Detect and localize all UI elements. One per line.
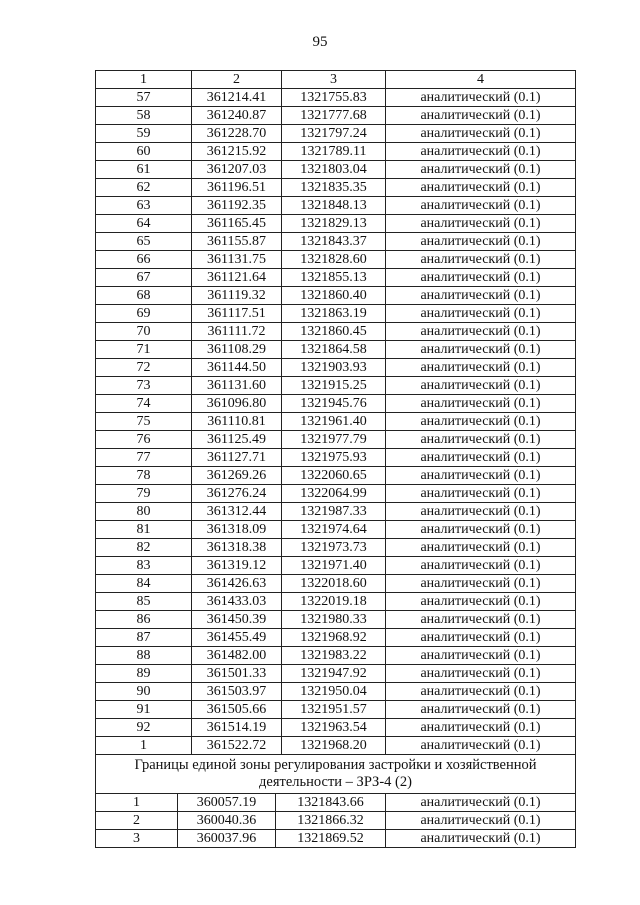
method-cell: аналитический (0.1) bbox=[386, 557, 576, 575]
method-cell: аналитический (0.1) bbox=[386, 377, 576, 395]
method-cell: аналитический (0.1) bbox=[386, 629, 576, 647]
x-coordinate-cell: 361455.49 bbox=[192, 629, 282, 647]
x-coordinate-cell: 361207.03 bbox=[192, 161, 282, 179]
point-number-cell: 61 bbox=[96, 161, 192, 179]
x-coordinate-cell: 361501.33 bbox=[192, 665, 282, 683]
method-cell: аналитический (0.1) bbox=[386, 812, 576, 830]
x-coordinate-cell: 361131.75 bbox=[192, 251, 282, 269]
method-cell: аналитический (0.1) bbox=[386, 503, 576, 521]
table-row bbox=[96, 539, 576, 557]
y-coordinate-cell: 1321829.13 bbox=[282, 215, 386, 233]
y-coordinate-cell: 1321915.25 bbox=[282, 377, 386, 395]
table-row bbox=[96, 287, 576, 305]
point-number-cell: 85 bbox=[96, 593, 192, 611]
y-coordinate-cell: 1321968.20 bbox=[282, 737, 386, 755]
x-coordinate-cell: 361214.41 bbox=[192, 89, 282, 107]
x-coordinate-cell: 361319.12 bbox=[192, 557, 282, 575]
table-row bbox=[96, 359, 576, 377]
point-number-cell: 92 bbox=[96, 719, 192, 737]
y-coordinate-cell: 1321803.04 bbox=[282, 161, 386, 179]
method-cell: аналитический (0.1) bbox=[386, 215, 576, 233]
x-coordinate-cell: 361503.97 bbox=[192, 683, 282, 701]
x-coordinate-cell: 361318.09 bbox=[192, 521, 282, 539]
table-row bbox=[96, 413, 576, 431]
table-row bbox=[96, 665, 576, 683]
point-number-cell: 74 bbox=[96, 395, 192, 413]
method-cell: аналитический (0.1) bbox=[386, 359, 576, 377]
point-number-cell: 86 bbox=[96, 611, 192, 629]
y-coordinate-cell: 1321983.22 bbox=[282, 647, 386, 665]
y-coordinate-cell: 1321797.24 bbox=[282, 125, 386, 143]
x-coordinate-cell: 361196.51 bbox=[192, 179, 282, 197]
point-number-cell: 90 bbox=[96, 683, 192, 701]
y-coordinate-cell: 1321848.13 bbox=[282, 197, 386, 215]
x-coordinate-cell: 361117.51 bbox=[192, 305, 282, 323]
method-cell: аналитический (0.1) bbox=[386, 593, 576, 611]
method-cell: аналитический (0.1) bbox=[386, 737, 576, 755]
y-coordinate-cell: 1321963.54 bbox=[282, 719, 386, 737]
y-coordinate-cell: 1321835.35 bbox=[282, 179, 386, 197]
x-coordinate-cell: 360040.36 bbox=[178, 812, 276, 830]
y-coordinate-cell: 1321869.52 bbox=[276, 830, 386, 848]
table-row bbox=[96, 719, 576, 737]
x-coordinate-cell: 361192.35 bbox=[192, 197, 282, 215]
y-coordinate-cell: 1321855.13 bbox=[282, 269, 386, 287]
method-cell: аналитический (0.1) bbox=[386, 323, 576, 341]
table-row bbox=[96, 629, 576, 647]
x-coordinate-cell: 361155.87 bbox=[192, 233, 282, 251]
method-cell: аналитический (0.1) bbox=[386, 449, 576, 467]
method-cell: аналитический (0.1) bbox=[386, 794, 576, 812]
table-row bbox=[96, 521, 576, 539]
point-number-cell: 58 bbox=[96, 107, 192, 125]
method-cell: аналитический (0.1) bbox=[386, 251, 576, 269]
table-row bbox=[96, 179, 576, 197]
point-number-cell: 69 bbox=[96, 305, 192, 323]
y-coordinate-cell: 1321968.92 bbox=[282, 629, 386, 647]
x-coordinate-cell: 361482.00 bbox=[192, 647, 282, 665]
point-number-cell: 3 bbox=[96, 830, 178, 848]
y-coordinate-cell: 1321975.93 bbox=[282, 449, 386, 467]
table-row bbox=[96, 467, 576, 485]
method-cell: аналитический (0.1) bbox=[386, 521, 576, 539]
point-number-cell: 62 bbox=[96, 179, 192, 197]
method-cell: аналитический (0.1) bbox=[386, 197, 576, 215]
x-coordinate-cell: 361096.80 bbox=[192, 395, 282, 413]
point-number-cell: 79 bbox=[96, 485, 192, 503]
method-cell: аналитический (0.1) bbox=[386, 665, 576, 683]
point-number-cell: 65 bbox=[96, 233, 192, 251]
point-number-cell: 1 bbox=[96, 737, 192, 755]
point-number-cell: 73 bbox=[96, 377, 192, 395]
point-number-cell: 70 bbox=[96, 323, 192, 341]
method-cell: аналитический (0.1) bbox=[386, 233, 576, 251]
y-coordinate-cell: 1321755.83 bbox=[282, 89, 386, 107]
x-coordinate-cell: 361318.38 bbox=[192, 539, 282, 557]
x-coordinate-cell: 361144.50 bbox=[192, 359, 282, 377]
point-number-cell: 57 bbox=[96, 89, 192, 107]
table-row bbox=[96, 323, 576, 341]
table-row bbox=[96, 161, 576, 179]
y-coordinate-cell: 1321945.76 bbox=[282, 395, 386, 413]
method-cell: аналитический (0.1) bbox=[386, 539, 576, 557]
y-coordinate-cell: 1321866.32 bbox=[276, 812, 386, 830]
y-coordinate-cell: 1321860.45 bbox=[282, 323, 386, 341]
x-coordinate-cell: 361111.72 bbox=[192, 323, 282, 341]
x-coordinate-cell: 361119.32 bbox=[192, 287, 282, 305]
method-cell: аналитический (0.1) bbox=[386, 830, 576, 848]
method-cell: аналитический (0.1) bbox=[386, 485, 576, 503]
point-number-cell: 2 bbox=[96, 812, 178, 830]
y-coordinate-cell: 1321950.04 bbox=[282, 683, 386, 701]
point-number-cell: 60 bbox=[96, 143, 192, 161]
x-coordinate-cell: 360037.96 bbox=[178, 830, 276, 848]
y-coordinate-cell: 1321951.57 bbox=[282, 701, 386, 719]
method-cell: аналитический (0.1) bbox=[386, 125, 576, 143]
y-coordinate-cell: 1322060.65 bbox=[282, 467, 386, 485]
method-cell: аналитический (0.1) bbox=[386, 683, 576, 701]
x-coordinate-cell: 361110.81 bbox=[192, 413, 282, 431]
y-coordinate-cell: 1322018.60 bbox=[282, 575, 386, 593]
x-coordinate-cell: 361514.19 bbox=[192, 719, 282, 737]
point-number-cell: 83 bbox=[96, 557, 192, 575]
method-cell: аналитический (0.1) bbox=[386, 719, 576, 737]
table-row bbox=[96, 215, 576, 233]
table-row bbox=[96, 593, 576, 611]
y-coordinate-cell: 1321843.37 bbox=[282, 233, 386, 251]
page-number: 95 bbox=[312, 34, 328, 50]
method-cell: аналитический (0.1) bbox=[386, 143, 576, 161]
point-number-cell: 63 bbox=[96, 197, 192, 215]
y-coordinate-cell: 1321828.60 bbox=[282, 251, 386, 269]
method-cell: аналитический (0.1) bbox=[386, 107, 576, 125]
method-cell: аналитический (0.1) bbox=[386, 467, 576, 485]
table-row bbox=[96, 341, 576, 359]
coordinates-table-zrz-4-2 bbox=[95, 793, 576, 848]
point-number-cell: 81 bbox=[96, 521, 192, 539]
method-cell: аналитический (0.1) bbox=[386, 611, 576, 629]
table-row bbox=[96, 485, 576, 503]
table-row bbox=[96, 197, 576, 215]
method-cell: аналитический (0.1) bbox=[386, 395, 576, 413]
y-coordinate-cell: 1321977.79 bbox=[282, 431, 386, 449]
x-coordinate-cell: 361228.70 bbox=[192, 125, 282, 143]
table-row bbox=[96, 251, 576, 269]
method-cell: аналитический (0.1) bbox=[386, 269, 576, 287]
y-coordinate-cell: 1321980.33 bbox=[282, 611, 386, 629]
point-number-cell: 66 bbox=[96, 251, 192, 269]
point-number-cell: 75 bbox=[96, 413, 192, 431]
y-coordinate-cell: 1321974.64 bbox=[282, 521, 386, 539]
method-cell: аналитический (0.1) bbox=[386, 179, 576, 197]
method-cell: аналитический (0.1) bbox=[386, 701, 576, 719]
point-number-cell: 72 bbox=[96, 359, 192, 377]
method-cell: аналитический (0.1) bbox=[386, 89, 576, 107]
point-number-cell: 88 bbox=[96, 647, 192, 665]
method-cell: аналитический (0.1) bbox=[386, 413, 576, 431]
table-row bbox=[96, 89, 576, 107]
x-coordinate-cell: 361450.39 bbox=[192, 611, 282, 629]
x-coordinate-cell: 361269.26 bbox=[192, 467, 282, 485]
point-number-cell: 59 bbox=[96, 125, 192, 143]
y-coordinate-cell: 1321843.66 bbox=[276, 794, 386, 812]
point-number-cell: 91 bbox=[96, 701, 192, 719]
table-row bbox=[96, 701, 576, 719]
table-row bbox=[96, 794, 576, 812]
method-cell: аналитический (0.1) bbox=[386, 647, 576, 665]
point-number-cell: 87 bbox=[96, 629, 192, 647]
x-coordinate-cell: 361108.29 bbox=[192, 341, 282, 359]
x-coordinate-cell: 361433.03 bbox=[192, 593, 282, 611]
point-number-cell: 68 bbox=[96, 287, 192, 305]
x-coordinate-cell: 361127.71 bbox=[192, 449, 282, 467]
table-row bbox=[96, 377, 576, 395]
section-title-row bbox=[96, 755, 576, 794]
coordinates-table-body bbox=[96, 71, 576, 794]
y-coordinate-cell: 1321789.11 bbox=[282, 143, 386, 161]
table-row bbox=[96, 683, 576, 701]
y-coordinate-cell: 1321987.33 bbox=[282, 503, 386, 521]
y-coordinate-cell: 1321961.40 bbox=[282, 413, 386, 431]
x-coordinate-cell: 361121.64 bbox=[192, 269, 282, 287]
point-number-cell: 89 bbox=[96, 665, 192, 683]
point-number-cell: 1 bbox=[96, 794, 178, 812]
point-number-cell: 78 bbox=[96, 467, 192, 485]
y-coordinate-cell: 1321863.19 bbox=[282, 305, 386, 323]
method-cell: аналитический (0.1) bbox=[386, 431, 576, 449]
x-coordinate-cell: 361276.24 bbox=[192, 485, 282, 503]
point-number-cell: 84 bbox=[96, 575, 192, 593]
method-cell: аналитический (0.1) bbox=[386, 305, 576, 323]
header-cell: 2 bbox=[192, 71, 282, 89]
table-row bbox=[96, 647, 576, 665]
point-number-cell: 80 bbox=[96, 503, 192, 521]
x-coordinate-cell: 361312.44 bbox=[192, 503, 282, 521]
x-coordinate-cell: 361131.60 bbox=[192, 377, 282, 395]
table-row bbox=[96, 575, 576, 593]
x-coordinate-cell: 361505.66 bbox=[192, 701, 282, 719]
point-number-cell: 77 bbox=[96, 449, 192, 467]
method-cell: аналитический (0.1) bbox=[386, 575, 576, 593]
table-row bbox=[96, 737, 576, 755]
table-row bbox=[96, 830, 576, 848]
section-table-body bbox=[96, 794, 576, 848]
table-row bbox=[96, 449, 576, 467]
table-row bbox=[96, 611, 576, 629]
x-coordinate-cell: 360057.19 bbox=[178, 794, 276, 812]
y-coordinate-cell: 1322064.99 bbox=[282, 485, 386, 503]
method-cell: аналитический (0.1) bbox=[386, 341, 576, 359]
y-coordinate-cell: 1321864.58 bbox=[282, 341, 386, 359]
x-coordinate-cell: 361215.92 bbox=[192, 143, 282, 161]
point-number-cell: 82 bbox=[96, 539, 192, 557]
y-coordinate-cell: 1321903.93 bbox=[282, 359, 386, 377]
y-coordinate-cell: 1321947.92 bbox=[282, 665, 386, 683]
y-coordinate-cell: 1321973.73 bbox=[282, 539, 386, 557]
y-coordinate-cell: 1322019.18 bbox=[282, 593, 386, 611]
x-coordinate-cell: 361522.72 bbox=[192, 737, 282, 755]
table-row bbox=[96, 233, 576, 251]
point-number-cell: 76 bbox=[96, 431, 192, 449]
table-row bbox=[96, 107, 576, 125]
method-cell: аналитический (0.1) bbox=[386, 161, 576, 179]
header-cell: 1 bbox=[96, 71, 192, 89]
table-row bbox=[96, 503, 576, 521]
header-row bbox=[96, 71, 576, 89]
x-coordinate-cell: 361125.49 bbox=[192, 431, 282, 449]
x-coordinate-cell: 361240.87 bbox=[192, 107, 282, 125]
coordinates-table bbox=[95, 70, 576, 794]
table-row bbox=[96, 557, 576, 575]
point-number-cell: 71 bbox=[96, 341, 192, 359]
point-number-cell: 64 bbox=[96, 215, 192, 233]
x-coordinate-cell: 361426.63 bbox=[192, 575, 282, 593]
table-row bbox=[96, 125, 576, 143]
y-coordinate-cell: 1321971.40 bbox=[282, 557, 386, 575]
table-row bbox=[96, 269, 576, 287]
x-coordinate-cell: 361165.45 bbox=[192, 215, 282, 233]
y-coordinate-cell: 1321860.40 bbox=[282, 287, 386, 305]
table-row bbox=[96, 143, 576, 161]
y-coordinate-cell: 1321777.68 bbox=[282, 107, 386, 125]
header-cell: 4 bbox=[386, 71, 576, 89]
table-row bbox=[96, 305, 576, 323]
table-row bbox=[96, 431, 576, 449]
table-row bbox=[96, 812, 576, 830]
header-cell: 3 bbox=[282, 71, 386, 89]
point-number-cell: 67 bbox=[96, 269, 192, 287]
table-row bbox=[96, 395, 576, 413]
method-cell: аналитический (0.1) bbox=[386, 287, 576, 305]
section-title: Границы единой зоны регулирования застройки и хозяйственной деятельности – ЗРЗ-4 (2) bbox=[96, 755, 576, 794]
